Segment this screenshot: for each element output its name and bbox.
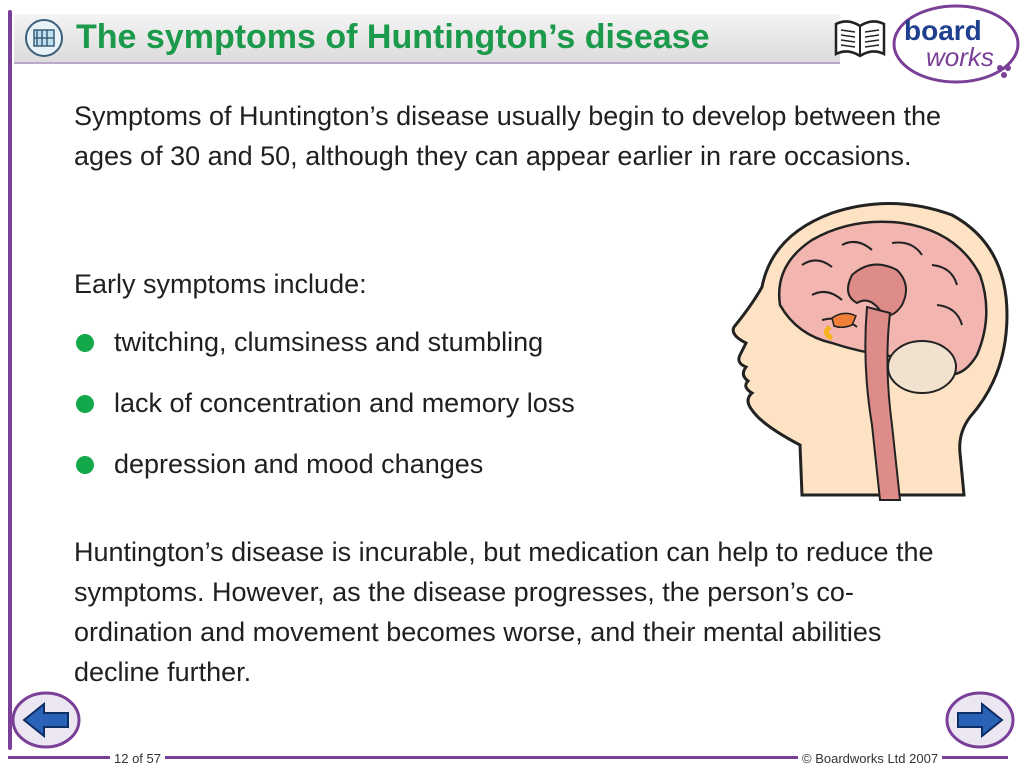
left-border	[8, 10, 12, 750]
bullet-dot	[76, 334, 94, 352]
bullet-dot	[76, 456, 94, 474]
copyright-notice: © Boardworks Ltd 2007	[798, 751, 942, 766]
intro-paragraph: Symptoms of Huntington’s disease usually begin to develop between the ages of 30 and 50, although they can appear earlier in rare occasions.	[74, 101, 942, 171]
head-brain-illustration	[722, 195, 1012, 510]
page-number: 12 of 57	[110, 751, 165, 766]
bullet-text: depression and mood changes	[114, 449, 484, 479]
bullet-text: twitching, clumsiness and stumbling	[114, 327, 544, 357]
forward-arrow-icon[interactable]	[944, 690, 1016, 750]
open-book-icon[interactable]	[832, 14, 888, 62]
closing-paragraph: Huntington’s disease is incurable, but medication can help to reduce the symptoms. However, as the disease progresses, the person’s co-ordination and movement becomes worse, and their mental abilities decline further.	[74, 537, 934, 687]
early-symptoms-heading: Early symptoms include:	[74, 269, 367, 299]
logo-text-works: works	[926, 42, 994, 72]
boardworks-logo	[890, 2, 1022, 86]
logo-text-board: board	[904, 15, 982, 46]
slide-title: The symptoms of Huntington’s disease	[76, 18, 710, 56]
bullet-dot	[76, 395, 94, 413]
bullet-text: lack of concentration and memory loss	[114, 388, 575, 418]
back-arrow-icon[interactable]	[10, 690, 82, 750]
lab-beaker-icon[interactable]	[24, 18, 64, 58]
